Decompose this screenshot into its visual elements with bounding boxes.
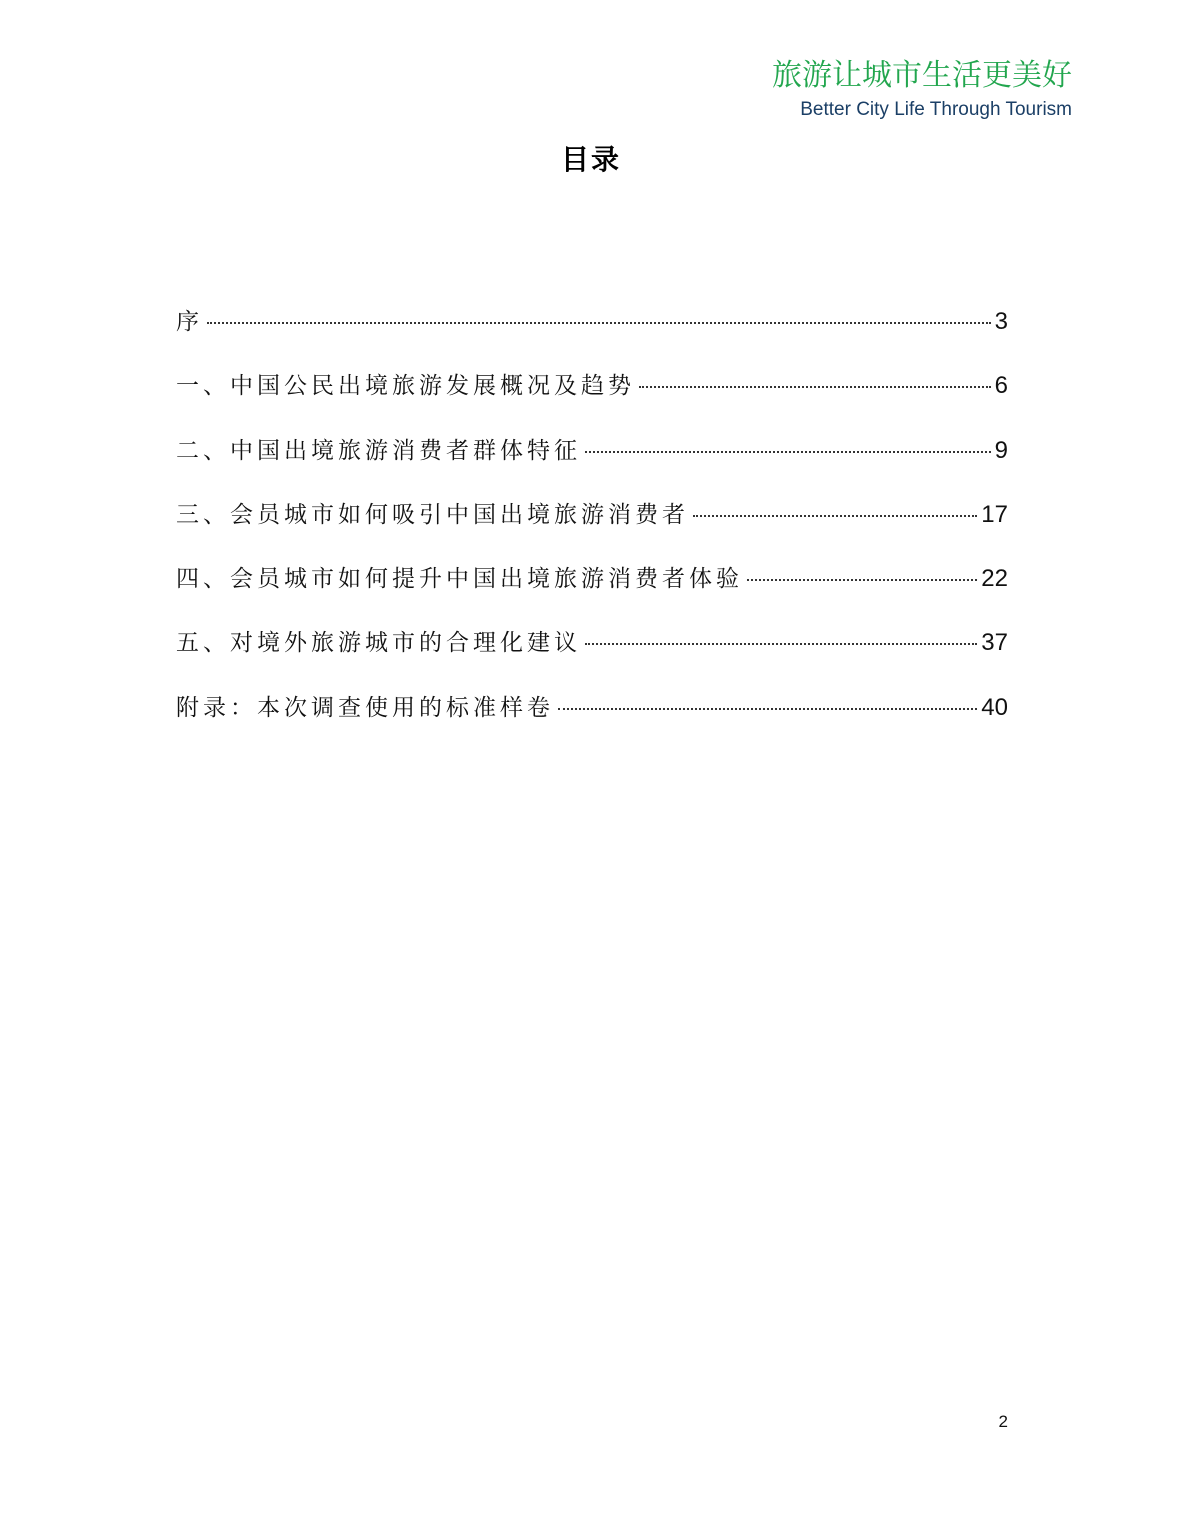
toc-entry-label: 五、对境外旅游城市的合理化建议 <box>176 630 581 657</box>
toc-entry-page: 37 <box>981 629 1008 657</box>
toc-entry-appendix[interactable] <box>176 686 1008 750</box>
toc-entry-page: 40 <box>981 693 1008 721</box>
toc-entry-label: 一、中国公民出境旅游发展概况及趋势 <box>176 373 635 400</box>
toc-dot-leader <box>207 322 991 324</box>
toc-entry-chapter-1[interactable] <box>176 364 1008 428</box>
toc-entry-chapter-3[interactable] <box>176 493 1008 557</box>
page-number: 2 <box>998 1412 1008 1431</box>
toc-dot-leader <box>693 515 977 517</box>
toc-entry-label: 附录：本次调查使用的标准样卷 <box>176 694 554 721</box>
toc-entry-preface[interactable] <box>176 300 1008 364</box>
toc-entry-label: 二、中国出境旅游消费者群体特征 <box>176 437 581 464</box>
toc-entry-label: 三、会员城市如何吸引中国出境旅游消费者 <box>176 501 689 528</box>
toc-dot-leader <box>747 579 977 581</box>
toc-dot-leader <box>585 643 977 645</box>
page-title: 目录 <box>560 143 621 176</box>
toc-dot-leader <box>639 386 991 388</box>
toc-entry-page: 9 <box>994 436 1008 464</box>
header-brand <box>772 56 1072 122</box>
toc-dot-leader <box>558 708 977 710</box>
toc-entry-chapter-2[interactable] <box>176 429 1008 493</box>
toc-dot-leader <box>585 451 991 453</box>
brand-slogan-chinese: 旅游让城市生活更美好 <box>772 58 1072 93</box>
toc-entry-page: 22 <box>981 565 1008 593</box>
toc-entry-label: 序 <box>176 309 203 335</box>
toc-entry-page: 3 <box>994 308 1008 335</box>
toc-entry-page: 17 <box>981 500 1008 528</box>
toc-entry-page: 6 <box>994 372 1008 400</box>
toc-entry-label: 四、会员城市如何提升中国出境旅游消费者体验 <box>176 566 743 593</box>
table-of-contents <box>176 300 1008 750</box>
brand-slogan-english: Better City Life Through Tourism <box>800 99 1072 120</box>
toc-entry-chapter-5[interactable] <box>176 621 1008 685</box>
toc-entry-chapter-4[interactable] <box>176 557 1008 621</box>
